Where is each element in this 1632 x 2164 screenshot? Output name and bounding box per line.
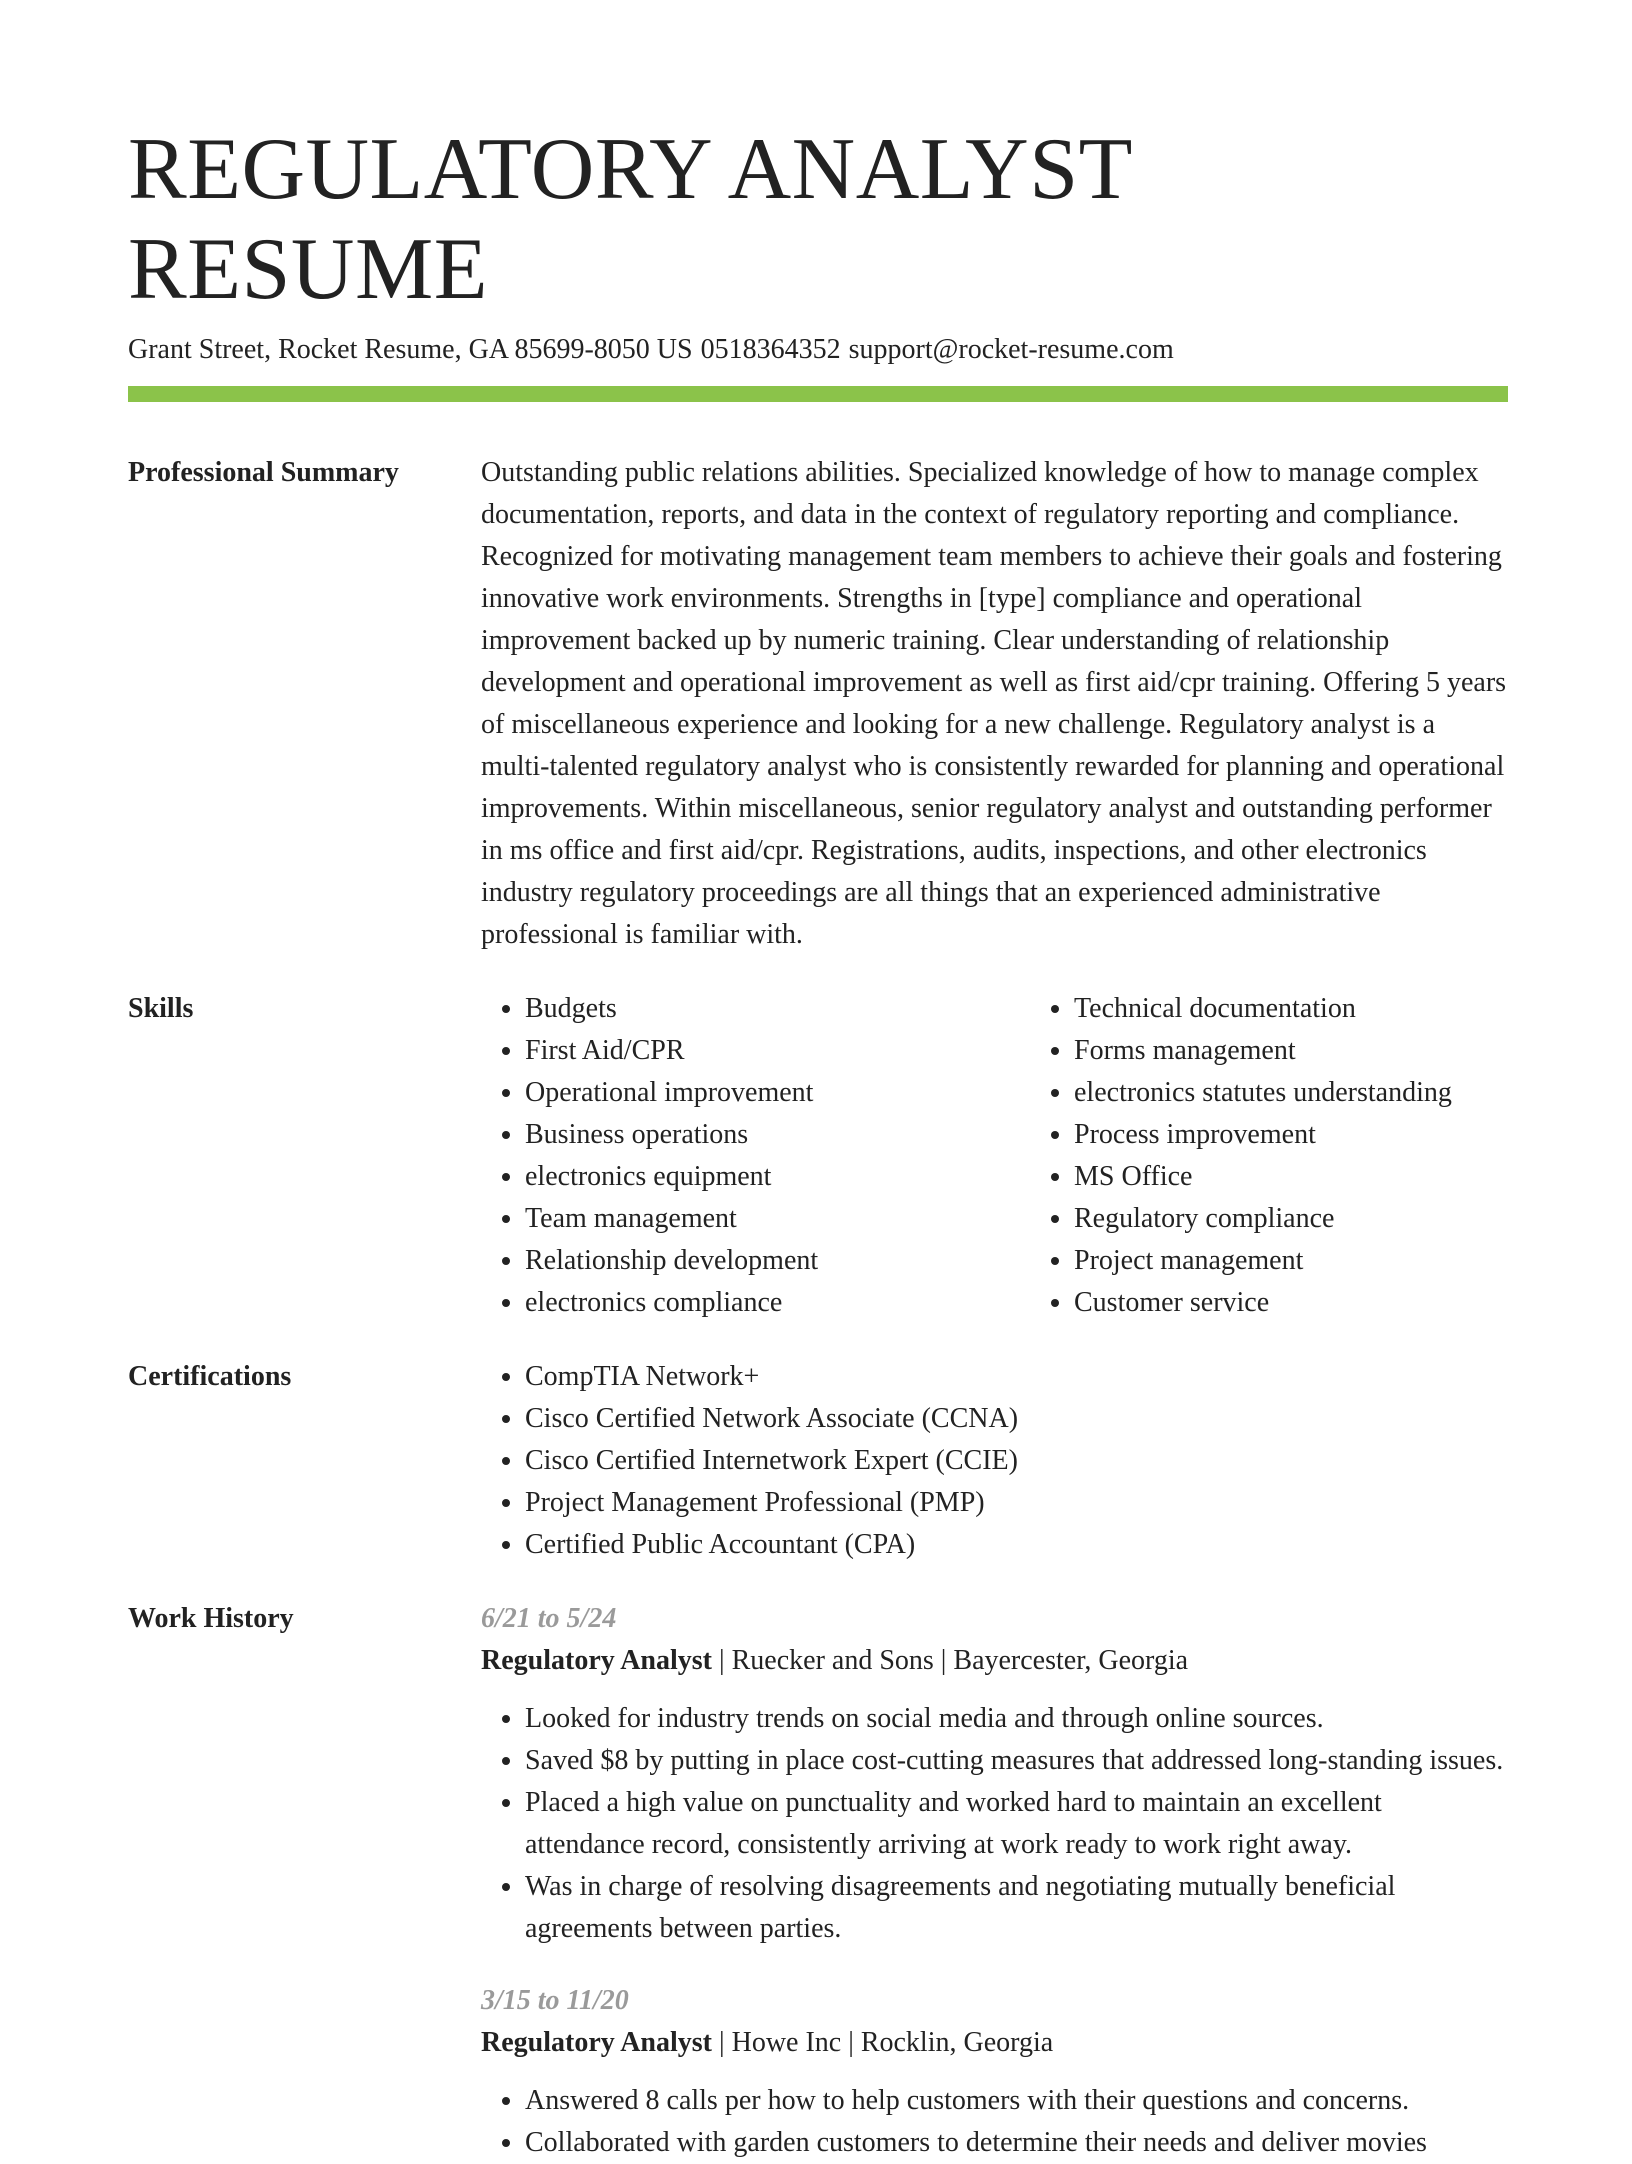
list-item: • electronics equipment: [525, 1156, 1030, 1198]
page-title: REGULATORY ANALYST RESUME: [128, 121, 1132, 318]
email: support@rocket-resume.com: [848, 334, 1174, 365]
certifications-section: [128, 1356, 1508, 1566]
list-item: • Relationship development: [525, 1240, 1030, 1282]
list-item: • Operational improvement: [525, 1072, 1030, 1114]
job-title: Regulatory Analyst: [481, 1645, 712, 1676]
list-item: • Looked for industry trends on social media and through online sources.: [525, 1698, 1508, 1740]
certifications-list: [481, 1356, 1508, 1566]
job-entry: [481, 1598, 1508, 1950]
address: Grant Street, Rocket Resume, GA 85699-8050 US: [128, 334, 693, 365]
job-details: | Ruecker and Sons | Bayercester, Georgia: [712, 1645, 1189, 1676]
job-dates: 3/15 to 11/20: [481, 1985, 629, 2016]
list-item: • electronics statutes understanding: [1074, 1072, 1579, 1114]
work-history-section: [128, 1598, 1508, 2164]
list-item: • Forms management: [1074, 1030, 1579, 1072]
list-item: • Answered 8 calls per how to help customers with their questions and concerns.: [525, 2080, 1508, 2122]
job-details: | Howe Inc | Rocklin, Georgia: [712, 2027, 1054, 2058]
list-item: • Cisco Certified Internetwork Expert (CCIE): [525, 1440, 1508, 1482]
list-item: • Budgets: [525, 988, 1030, 1030]
section-label-summary: Professional Summary: [128, 457, 399, 488]
accent-divider: [128, 386, 1508, 402]
list-item: • Project Management Professional (PMP): [525, 1482, 1508, 1524]
list-item: • Business operations: [525, 1114, 1030, 1156]
summary-section: [128, 452, 1508, 956]
contact-line: [128, 332, 1508, 368]
section-label-work: Work History: [128, 1603, 294, 1634]
list-item: • Saved $8 by putting in place cost-cutting measures that addressed long-standing issues.: [525, 1740, 1508, 1782]
job-heading: [481, 2022, 1508, 2064]
list-item: • MS Office: [1074, 1156, 1579, 1198]
phone: 0518364352: [700, 334, 841, 365]
list-item: • First Aid/CPR: [525, 1030, 1030, 1072]
section-label-certifications: Certifications: [128, 1361, 292, 1392]
section-label-skills: Skills: [128, 993, 194, 1024]
list-item: • CompTIA Network+: [525, 1356, 1508, 1398]
list-item: • Team management: [525, 1198, 1030, 1240]
summary-text: Outstanding public relations abilities. Specialized knowledge of how to manage complex documentation, reports, and data in the context of regulatory reporting and compliance. Recognized for motivating management team members to achieve their goals and fostering innovative work environments. Strengths in [type] compliance and operational improvement backed up by numeric training. Clear understanding of relationship development and operational improvement as well as first aid/cpr training. Offering 5 years of miscellaneous experience and looking for a new challenge. Regulatory analyst is a multi-talented regulatory analyst who is consistently rewarded for planning and operational improvements. Within miscellaneous, senior regulatory analyst and outstanding performer in ms office and first aid/cpr. Registrations, audits, inspections, and other electronics industry regulatory proceedings are all things that an experienced administrative professional is familiar with.: [481, 457, 1507, 950]
job-dates: 6/21 to 5/24: [481, 1603, 617, 1634]
skills-list-right: [1030, 988, 1579, 1324]
list-item: • electronics compliance: [525, 1282, 1030, 1324]
list-item: • Process improvement: [1074, 1114, 1579, 1156]
list-item: • Collaborated with garden customers to determine their needs and deliver movies: [525, 2122, 1508, 2164]
job-bullets: [481, 2080, 1508, 2164]
skills-list-left: [481, 988, 1030, 1324]
list-item: • Project management: [1074, 1240, 1579, 1282]
list-item: • Was in charge of resolving disagreements and negotiating mutually beneficial agreements between parties.: [525, 1866, 1508, 1950]
job-heading: [481, 1640, 1508, 1682]
skills-section: [128, 988, 1508, 1324]
list-item: • Technical documentation: [1074, 988, 1579, 1030]
list-item: • Certified Public Accountant (CPA): [525, 1524, 1508, 1566]
list-item: • Placed a high value on punctuality and worked hard to maintain an excellent attendance record, consistently arriving at work ready to work right away.: [525, 1782, 1508, 1866]
job-title: Regulatory Analyst: [481, 2027, 712, 2058]
job-entry: [481, 1980, 1508, 2164]
list-item: • Regulatory compliance: [1074, 1198, 1579, 1240]
resume-page: [128, 120, 1508, 2164]
list-item: • Customer service: [1074, 1282, 1579, 1324]
list-item: • Cisco Certified Network Associate (CCNA): [525, 1398, 1508, 1440]
job-bullets: [481, 1698, 1508, 1950]
